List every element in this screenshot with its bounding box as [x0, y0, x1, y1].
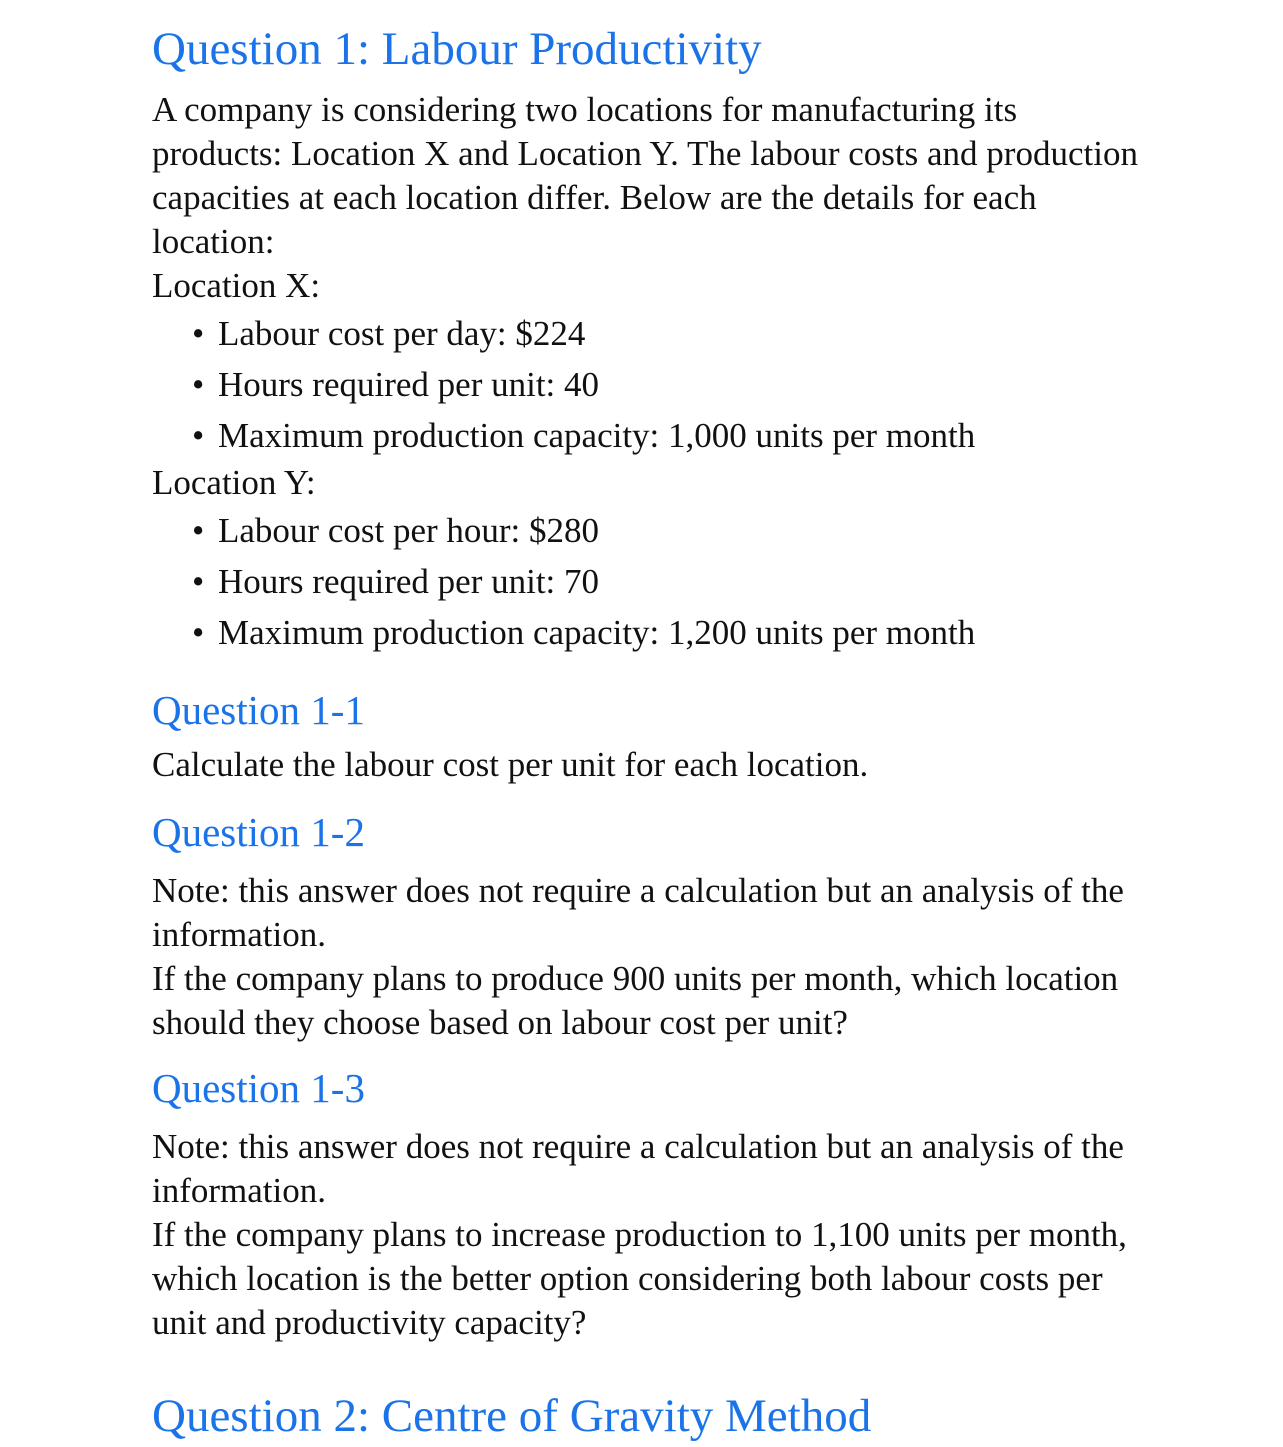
question-1-2-text: If the company plans to produce 900 units per month, which location should they choose based on labour cost per unit?: [152, 959, 1119, 1042]
question-1-2-note: Note: this answer does not require a calculation but an analysis of the information.: [152, 871, 1124, 954]
document-page: [152, 18, 1152, 1447]
list-item: • Labour cost per day: $224: [152, 308, 1152, 359]
question-1-3-note: Note: this answer does not require a calculation but an analysis of the information.: [152, 1127, 1124, 1210]
location-x-label: Location X:: [152, 266, 321, 305]
bullet-icon: •: [192, 314, 205, 353]
list-item: • Maximum production capacity: 1,000 units per month: [152, 410, 1152, 461]
question-1-2-heading: Question 1-2: [152, 809, 365, 855]
bullet-icon: •: [192, 562, 205, 601]
bullet-icon: •: [192, 511, 205, 550]
question-1-intro: A company is considering two locations for manufacturing its products: Location X and Location Y. The labour costs and production capacities at each location differ. Below are the details for each location:: [152, 90, 1138, 261]
question-1-heading: Question 1: Labour Productivity: [152, 23, 762, 75]
question-1-3-text: If the company plans to increase production to 1,100 units per month, which location is the better option considering both labour costs per unit and productivity capacity?: [152, 1215, 1127, 1342]
question-1-1-heading: Question 1-1: [152, 687, 365, 733]
bullet-icon: •: [192, 365, 205, 404]
location-x-list: [152, 308, 1152, 461]
location-y-label: Location Y:: [152, 463, 316, 502]
list-item: • Hours required per unit: 40: [152, 359, 1152, 410]
list-item: • Hours required per unit: 70: [152, 556, 1152, 607]
question-1-1-text: Calculate the labour cost per unit for each location.: [152, 745, 869, 784]
list-item: • Labour cost per hour: $280: [152, 505, 1152, 556]
bullet-icon: •: [192, 613, 205, 652]
list-item: • Maximum production capacity: 1,200 units per month: [152, 607, 1152, 658]
question-2-heading: Question 2: Centre of Gravity Method: [152, 1390, 872, 1442]
location-y-list: [152, 505, 1152, 658]
bullet-icon: •: [192, 416, 205, 455]
question-1-3-heading: Question 1-3: [152, 1065, 365, 1111]
